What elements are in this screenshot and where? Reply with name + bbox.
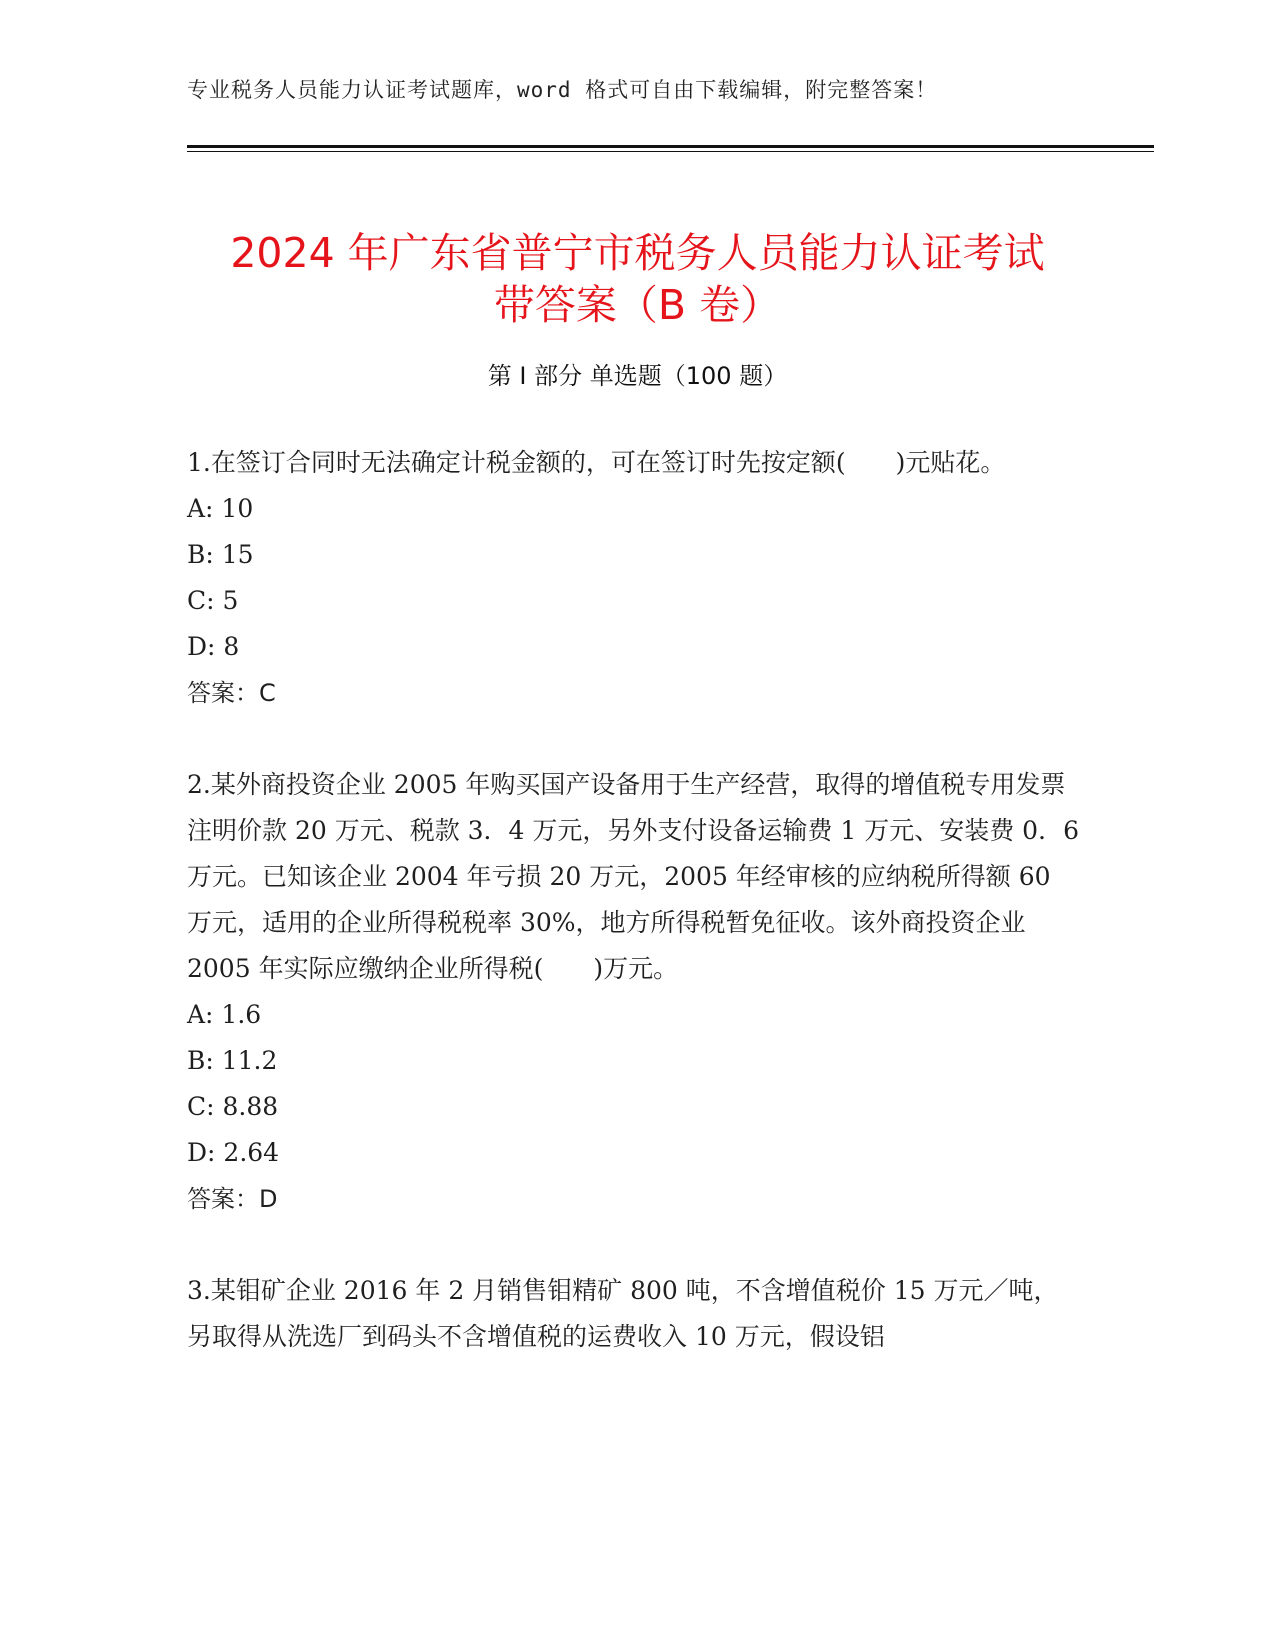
option-d: D: 2.64 <box>187 1138 280 1167</box>
question-2 <box>187 762 1082 1222</box>
answer: 答案：C <box>187 679 276 707</box>
document-title <box>150 227 1125 331</box>
question-text: 3.某钼矿企业 2016 年 2 月销售钼精矿 800 吨，不含增值税价 15 万元／吨，另取得从洗选厂到码头不含增值税的运费收入 10 万元，假设铝 <box>187 1276 1059 1351</box>
question-list <box>187 440 1082 1406</box>
header-rule-thick <box>187 145 1154 148</box>
option-c: C: 5 <box>187 586 239 615</box>
document-title-line-1: 2024 年广东省普宁市税务人员能力认证考试 <box>230 229 1045 278</box>
question-3 <box>187 1268 1082 1360</box>
answer: 答案：D <box>187 1185 278 1213</box>
section-title: 第 I 部分 单选题（100 题） <box>487 362 788 390</box>
header-rule-thin <box>187 151 1154 152</box>
option-a: A: 10 <box>187 494 254 523</box>
header-note: 专业税务人员能力认证考试题库，word 格式可自由下载编辑，附完整答案！ <box>187 78 938 102</box>
document-title-line-2: 带答案（B 卷） <box>493 281 782 330</box>
option-b: B: 11.2 <box>187 1046 278 1075</box>
option-c: C: 8.88 <box>187 1092 279 1121</box>
question-text: 2.某外商投资企业 2005 年购买国产设备用于生产经营，取得的增值税专用发票注明价款 20 万元、税款 3．4 万元，另外支付设备运输费 1 万元、安装费 0．6 万元。已知该企业 2004 年亏损 20 万元，2005 年经审核的应纳税所得额 60 万元，适用的企业所得税税率 30%，地方所得税暂免征收。该外商投资企业 2005 年实际应缴纳企业所得税( )万元。 <box>187 770 1079 983</box>
question-1 <box>187 440 1082 716</box>
option-a: A: 1.6 <box>187 1000 262 1029</box>
option-d: D: 8 <box>187 632 240 661</box>
option-b: B: 15 <box>187 540 254 569</box>
question-text: 1.在签订合同时无法确定计税金额的，可在签订时先按定额( )元贴花。 <box>187 448 1006 477</box>
